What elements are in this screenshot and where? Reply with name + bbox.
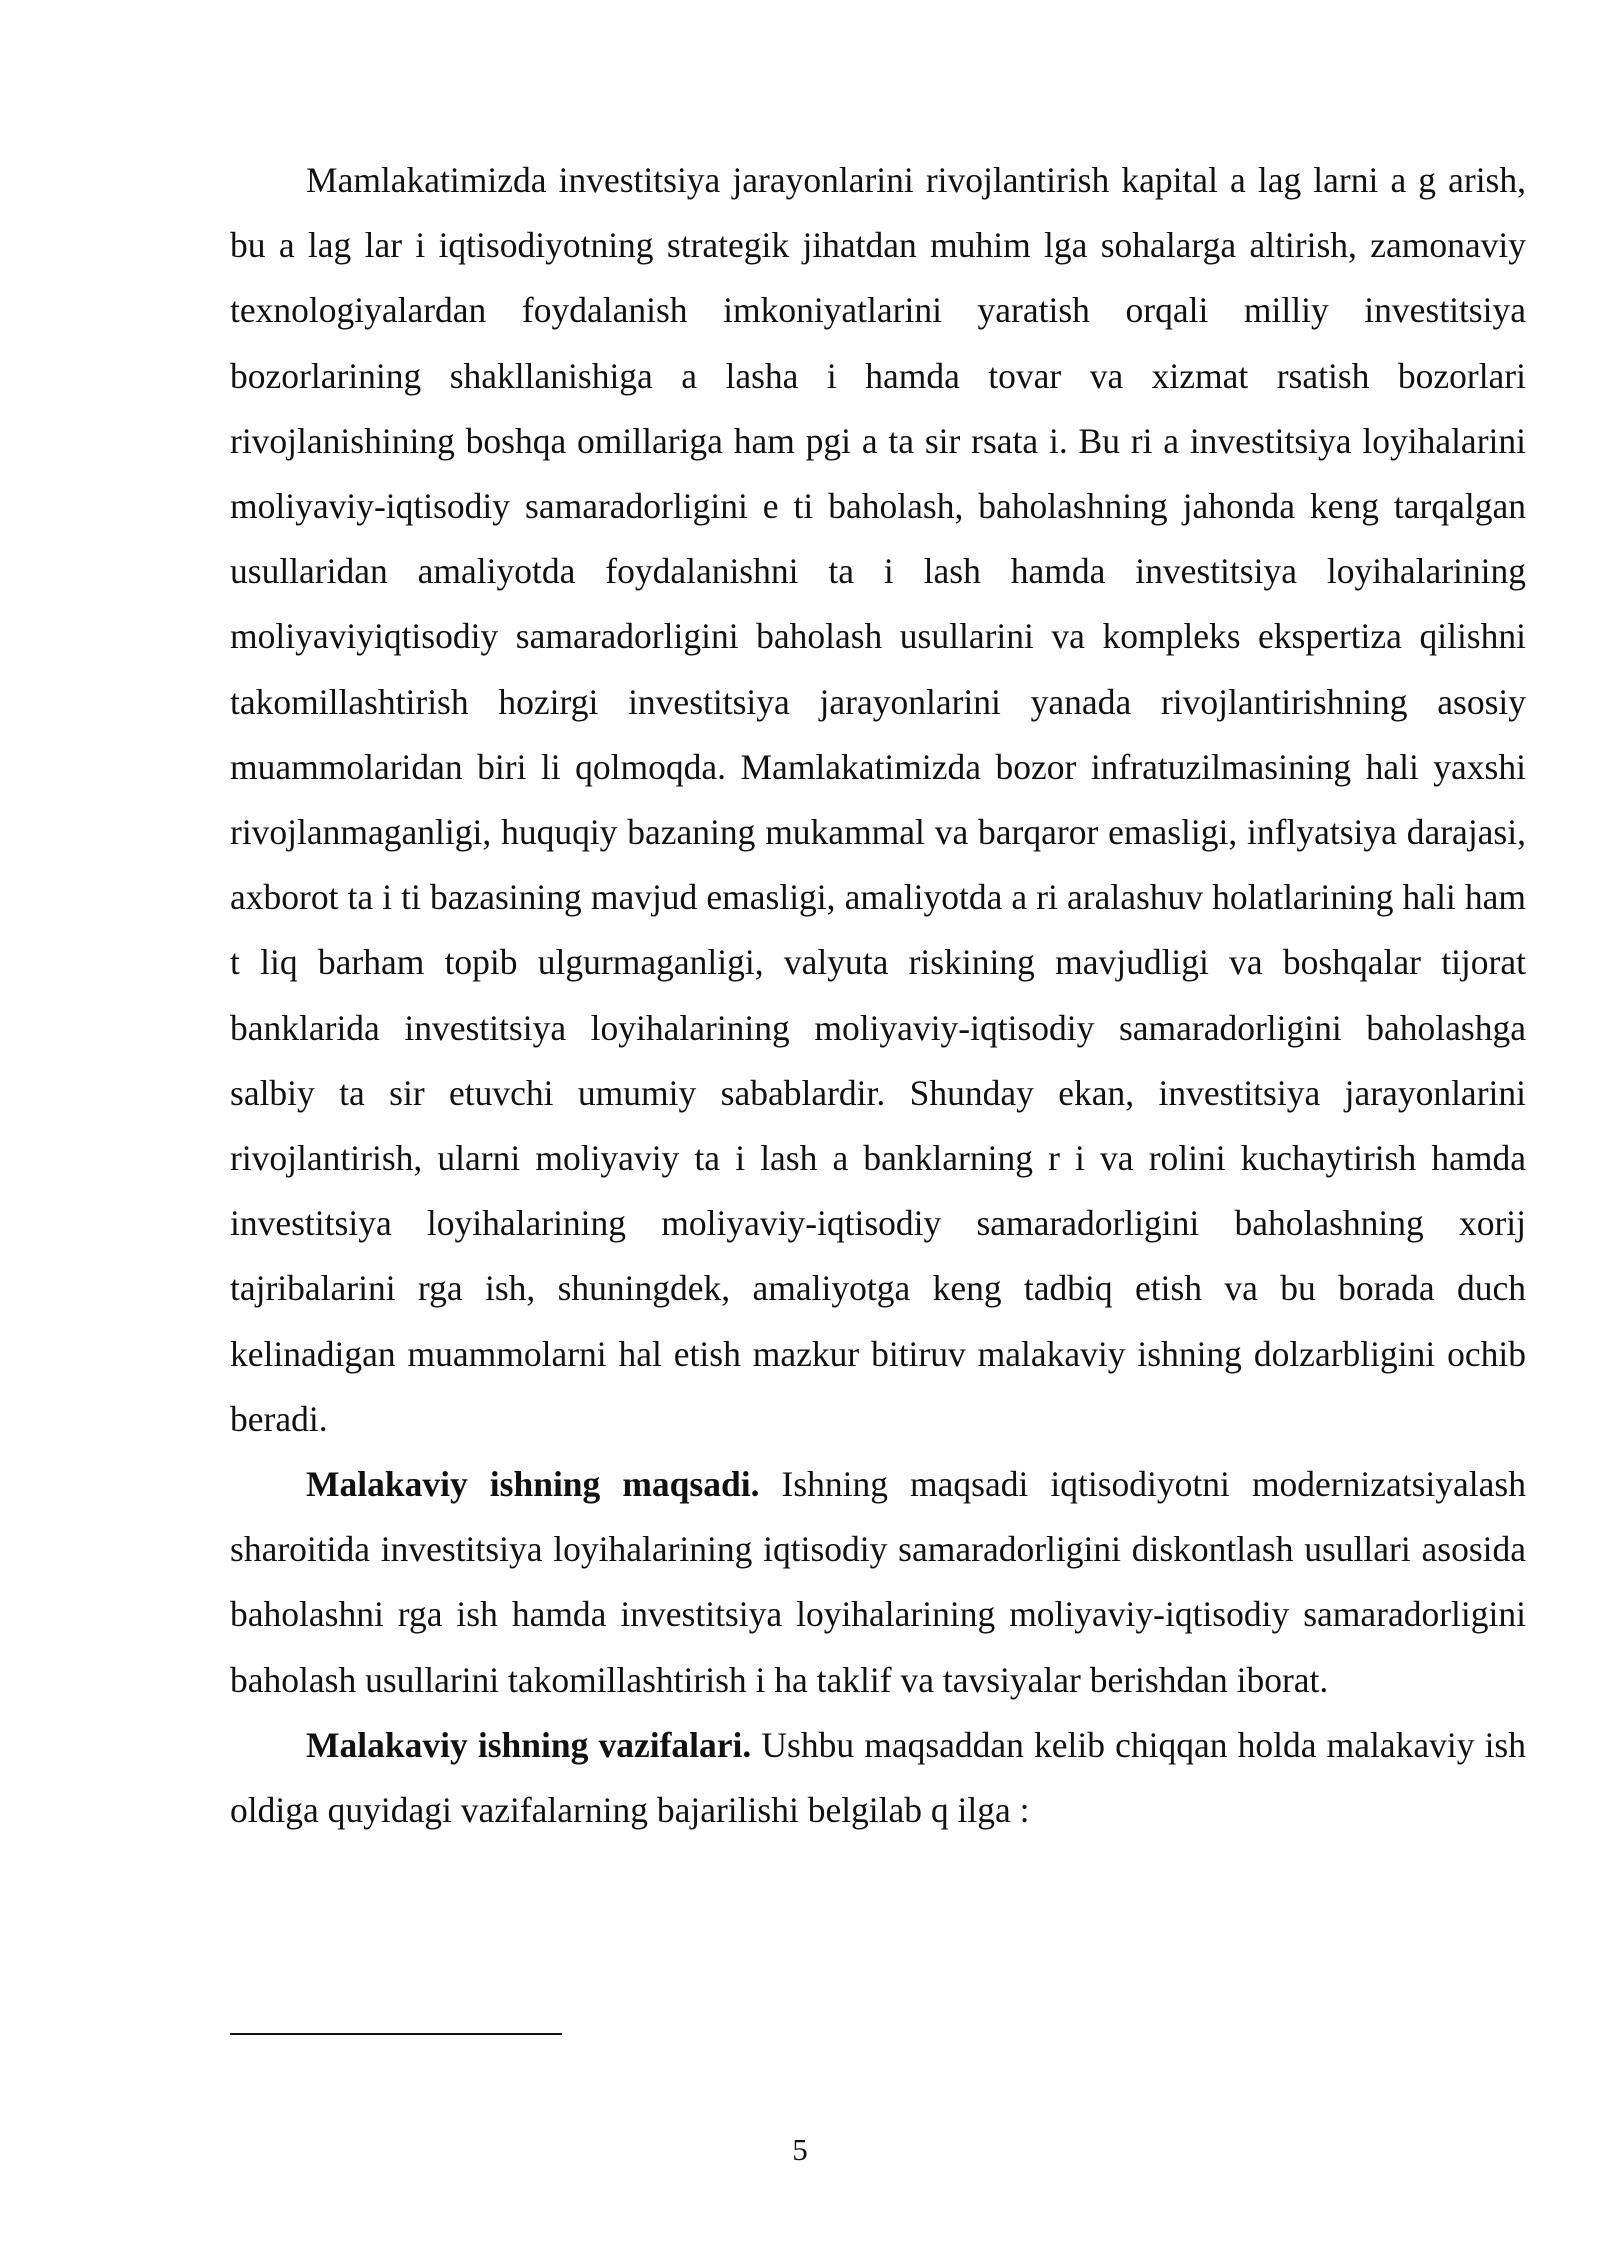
paragraph-tasks: [230, 1713, 1526, 1843]
page-number: 5: [792, 2132, 808, 2167]
paragraph-lead-goal: Malakaviy ishning maqsadi.: [306, 1464, 760, 1505]
paragraph-goal: [230, 1452, 1526, 1713]
paragraph-introduction: [230, 148, 1526, 1452]
document-body: [230, 148, 1526, 1843]
paragraph-text-goal: Ishning maqsadi iqtisodiyotni modernizatsiyalash sharoitida investitsiya loyihalarining iqtisodiy samaradorligini diskontlash usullari asosida baholashni rga ish hamda investitsiya loyihalarining moliyaviy-iqtisodiy samaradorligini baholash usullarini takomillashtirish i ha taklif va tavsiyalar berishdan iborat.: [230, 1464, 1526, 1700]
paragraph-text-tasks: Ushbu maqsaddan kelib chiqqan holda malakaviy ish oldiga quyidagi vazifalarning bajarilishi belgilab q ilga :: [230, 1724, 1526, 1831]
paragraph-lead-tasks: Malakaviy ishning vazifalari.: [306, 1724, 752, 1765]
footnote-separator: [230, 2033, 562, 2035]
paragraph-text: Mamlakatimizda investitsiya jarayonlarini rivojlantirish kapital a lag larni a g arish, bu a lag lar i iqtisodiyotning strategik jihatdan muhim lga sohalarga altirish, zamonaviy texnologiyalardan foydalanish imkoniyatlarini yaratish orqali milliy investitsiya bozorlarining shakllanishiga a lasha i hamda tovar va xizmat rsatish bozorlari rivojlanishining boshqa omillariga ham pgi a ta sir rsata i. Bu ri a investitsiya loyihalarini moliyaviy-iqtisodiy samaradorligini e ti baholash, baholashning jahonda keng tarqalgan usullaridan amaliyotda foydalanishni ta i lash hamda investitsiya loyihalarining moliyaviyiqtisodiy samaradorligini baholash usullarini va kompleks ekspertiza qilishni takomillashtirish hozirgi investitsiya jarayonlarini yanada rivojlantirishning asosiy muammolaridan biri li qolmoqda. Mamlakatimizda bozor infratuzilmasining hali yaxshi rivojlanmaganligi, huquqiy bazaning mukammal va barqaror emasligi, inflyatsiya darajasi, axborot ta i ti bazasining mavjud emasligi, amaliyotda a ri aralashuv holatlarining hali ham t liq barham topib ulgurmaganligi, valyuta riskining mavjudligi va boshqalar tijorat banklarida investitsiya loyihalarining moliyaviy-iqtisodiy samaradorligini baholashga salbiy ta sir etuvchi umumiy sabablardir. Shunday ekan, investitsiya jarayonlarini rivojlantirish, ularni moliyaviy ta i lash a banklarning r i va rolini kuchaytirish hamda investitsiya loyihalarining moliyaviy-iqtisodiy samaradorligini baholashning xorij tajribalarini rga ish, shuningdek, amaliyotga keng tadbiq etish va bu borada duch kelinadigan muammolarni hal etish mazkur bitiruv malakaviy ishning dolzarbligini ochib beradi.: [230, 160, 1526, 1439]
